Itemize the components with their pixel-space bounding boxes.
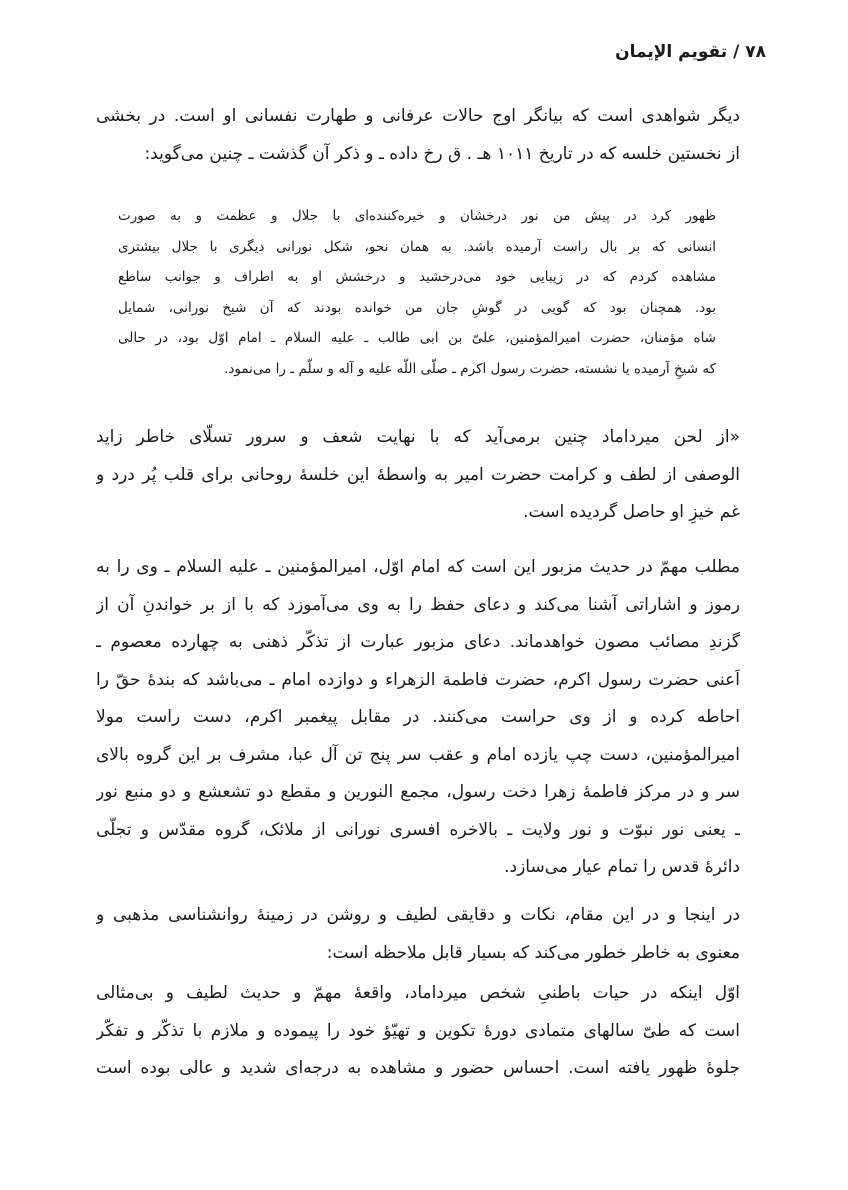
running-header	[615, 42, 766, 62]
text-line: دیگر شواهدی است که بیانگر اوج حالات عرفانی و طهارت نفسانی او است. در بخشی	[96, 106, 740, 126]
quote-line: مشاهده کردم که در زیبایی خود می‌درخشید و درخشش او به اطراف و جوانب ساطع	[118, 269, 716, 286]
header-separator: /	[733, 42, 740, 62]
text-line: مطلب مهمّ در حدیث مزبور این است که امام اوّل، امیرالمؤمنین ـ علیه السلام ـ وی را به	[96, 557, 740, 577]
text-line: غم خیزِ او حاصل گردیده است.	[523, 502, 740, 522]
paragraph-3	[96, 897, 740, 972]
paragraph-4	[96, 975, 740, 1088]
book-title: تقویم الإیمان	[615, 42, 728, 62]
intro-paragraph	[96, 98, 740, 173]
text-line: ـ یعنی نور نبوّت و نور ولایت ـ بالاخره افسری نورانی از ملائک، گروه مقدّس و تجلّی	[96, 819, 740, 840]
text-line: معنوی به خاطر خطور می‌کند که بسیار قابل ملاحظه است:	[326, 942, 740, 963]
quote-line: که شیخِ آرمیده یا نشسته، حضرت رسول اکرم ـ صلّی اللّه علیه و آله و سلّم ـ را می‌نمود.	[224, 360, 716, 377]
quote-line: شاه مؤمنان، حضرت امیرالمؤمنین، علیّ بن ابی طالب ـ علیه السلام ـ امام اوّل بود، در حالی	[118, 330, 716, 347]
paragraph-2	[96, 549, 740, 887]
quote-line: بود. همچنان بود که گویی در گوشِ جان من خوانده بودند که آن شیخ نورانی، شمایل	[118, 299, 716, 316]
text-line: امیرالمؤمنین، دست چپ یازده امام و عقب سر پنج تن آل عبا، مشرف بر این گروه بالای	[96, 744, 740, 765]
text-line: است که طیّ سالهای متمادی دورهٔ تکوین و تهیّؤ خود را پیموده و ملازم با تذکّر و تفکّر	[96, 1020, 740, 1041]
text-line: رموز و اشاراتی آشنا می‌کند و دعای حفظ را به وی می‌آموزد که با از بر خواندنِ آن از	[96, 594, 740, 615]
quote-line: ظهور کرد در پیش من نور درخشان و خیره‌کننده‌ای با جلال و عظمت و به صورت	[118, 208, 716, 224]
text-line: احاطه کرده و از وی حراست می‌کنند. در مقابل پیغمبر اکرم، دست راست مولا	[96, 707, 740, 727]
text-line: از نخستین خلسه که در تاریخ ۱۰۱۱ هـ . ق رخ داده ـ و ذکر آن گذشت ـ چنین می‌گوید:	[144, 143, 740, 164]
text-line: جلوهٔ ظهور یافته است. احساس حضور و مشاهده به درجه‌ای شدید و عالی بوده است	[96, 1058, 740, 1078]
quote-line: انسانی که بر بال راست آرمیده باشد. به همان نحو، شکل نورانی دیگری با جلال بیشتری	[118, 238, 716, 255]
text-line: «از لحن میرداماد چنین برمی‌آید که با نهایت شعف و سرور تسلّای خاطر زاید	[96, 427, 740, 447]
page-number: ۷۸	[745, 42, 766, 62]
text-line: گزندِ مصائب مصون خواهدماند. دعای مزبور عبارت از تذکّر ذهنی به چهارده معصوم ـ	[96, 632, 740, 652]
text-line: الوصفی از لطف و کرامت حضرت امیر به واسطهٔ این خلسهٔ روحانی برای قلب پُر درد و	[96, 464, 740, 485]
text-line: دائرهٔ قدس را تمام عیار می‌سازد.	[504, 857, 740, 877]
text-line: در اینجا و در این مقام، نکات و دقایقی لطیف و روشن در زمینهٔ روانشناسی مذهبی و	[96, 905, 740, 925]
text-line: اَعنی حضرت رسول اکرم، حضرت فاطمة الزهراء و دوازده امام ـ می‌باشد که بندهٔ حقّ را	[96, 669, 740, 690]
block-quote	[118, 201, 716, 385]
paragraph-1	[96, 419, 740, 532]
text-line: سر و در مرکز فاطمهٔ زهرا دخت رسول، مجمع النورین و مقطع دو تشعشع و دو منبع نور	[96, 782, 740, 802]
text-line: اوّل اینکه در حیات باطنیِ شخص میرداماد، واقعهٔ مهمّ و حدیث لطیف و بی‌مثالی	[96, 983, 740, 1003]
